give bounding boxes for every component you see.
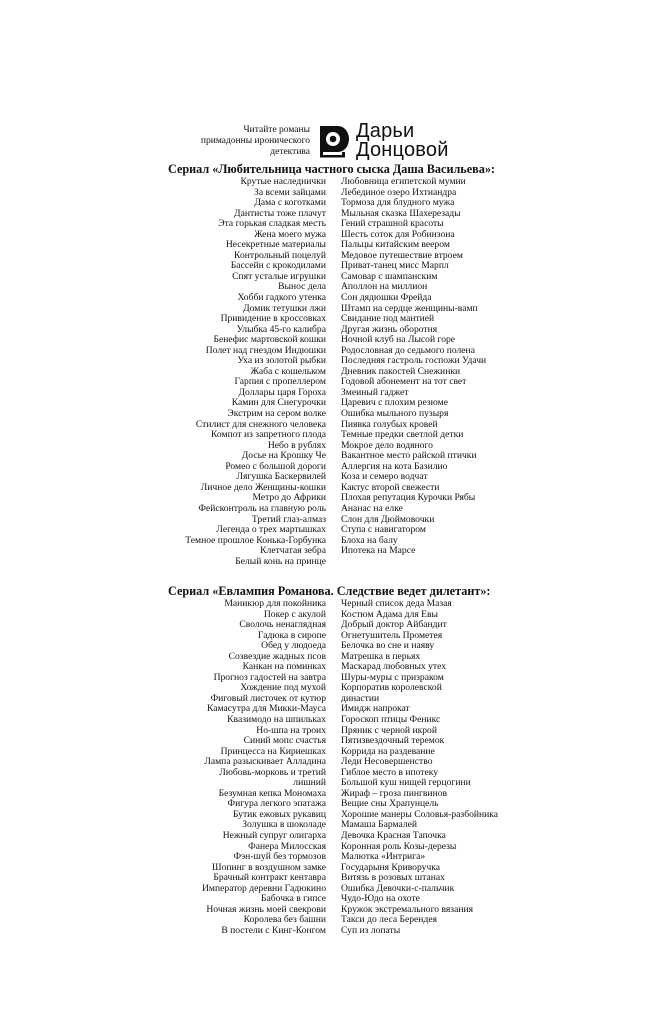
book-title: Самовар с шампанским — [341, 270, 438, 282]
book-title: Контрольный поцелуй — [234, 249, 326, 261]
series-1-left-list — [126, 177, 326, 567]
book-title: лишний — [293, 777, 326, 789]
book-title: Леди Несовершенство — [341, 756, 433, 768]
book-title: Огнетушитель Прометея — [341, 629, 443, 641]
book-title: Ночная жизнь моей свекрови — [206, 903, 326, 915]
book-title: Фиговый листочек от кутюр — [210, 692, 326, 704]
book-title: Ступа с навигатором — [341, 524, 426, 536]
book-title: Имидж напрокат — [341, 703, 410, 715]
book-title: В постели с Кинг-Конгом — [221, 924, 326, 936]
series-1-right-list — [341, 177, 541, 557]
book-title: Тормоза для блудного мужа — [341, 197, 455, 209]
book-title: Штамп на сердце женщины-вамп — [341, 302, 478, 314]
book-title: Шесть соток для Робинзона — [341, 228, 455, 240]
book-title: Добрый доктор Айбандит — [341, 619, 447, 631]
book-title: Корпоратив королевской — [341, 682, 442, 694]
book-title: Слон для Дюймовочки — [341, 513, 435, 525]
author-last-name: Донцовой — [356, 139, 449, 161]
book-title: Жираф – гроза пингвинов — [341, 787, 448, 799]
series-title-dasha: Сериал «Любительница частного сыска Даша Васильева»: — [168, 162, 495, 176]
book-title: Коза и семеро водчат — [341, 471, 428, 483]
book-title: Император деревни Гадюкино — [202, 882, 326, 894]
book-title: Полет над гнездом Индюшки — [205, 344, 326, 356]
book-title: Безумная кепка Мономаха — [218, 787, 326, 799]
book-title: Другая жизнь оборотня — [341, 323, 438, 335]
book-title: Крутые наследнички — [240, 176, 326, 187]
book-title: Плохая репутация Курочки Рябы — [341, 492, 476, 504]
book-title: Малютка «Интрига» — [341, 851, 426, 863]
book-title: Блоха на балу — [341, 534, 398, 546]
book-title: Лебединое озеро Ихтиандра — [341, 186, 457, 198]
book-title: Привидение в кроссовках — [220, 313, 326, 325]
book-title: Пряник с черной икрой — [341, 724, 437, 736]
book-title: Дантисты тоже плачут — [234, 207, 326, 219]
book-title: Гадюка в сиропе — [257, 629, 326, 641]
book-title: Ошибка Девочки-с-пальчик — [341, 882, 455, 894]
book-title: Лягушка Баскервилей — [236, 471, 326, 483]
book-title: Большой куш нищей герцогини — [341, 777, 471, 789]
book-title: Небо в рублях — [267, 439, 326, 451]
author-first-name: Дарьи — [356, 120, 415, 142]
book-title: Фейсконтроль на главную роль — [198, 502, 326, 514]
book-title: Маскарад любовных утех — [341, 661, 447, 673]
book-title: Компот из запретного плода — [210, 429, 326, 441]
book-title: Хождение под мухой — [240, 682, 326, 694]
book-title: Костюм Адама для Евы — [341, 608, 438, 620]
book-title: Мамаша Бармалей — [341, 819, 418, 831]
book-title: Жена моего мужа — [254, 228, 326, 240]
book-title: Любовница египетской мумии — [341, 176, 466, 187]
book-title: Ипотека на Марсе — [341, 545, 416, 557]
book-title: Хорошие манеры Соловья-разбойника — [341, 808, 499, 820]
book-title: Обед у людоеда — [261, 640, 326, 652]
book-title: Годовой абонемент на тот свет — [341, 376, 467, 388]
book-title: Аполлон на миллион — [341, 281, 428, 293]
book-title: Ночной клуб на Лысой горе — [341, 334, 456, 346]
book-title: Стилист для снежного человека — [195, 418, 326, 430]
book-title: Лампа разыскивает Алладина — [204, 756, 326, 768]
book-title: Гиблое место в ипотеку — [341, 766, 439, 778]
book-title: Медовое путешествие втроем — [341, 249, 463, 261]
book-title: Камасутра для Микки-Мауса — [206, 703, 326, 715]
book-title: Приват-танец мисс Марпл — [341, 260, 449, 272]
book-title: Вакантное место райской птички — [341, 450, 477, 462]
book-title: Такси до леса Берендея — [341, 914, 437, 926]
book-title: Царевич с плохим резюме — [341, 397, 448, 409]
book-title: Канкан на поминках — [242, 661, 326, 673]
book-title: Досье на Крошку Че — [241, 450, 326, 462]
book-title: Любовь-морковь и третий — [219, 766, 326, 778]
book-title: Квазимодо на шпильках — [227, 714, 326, 726]
series-2-left-list — [126, 599, 326, 937]
book-title: Бассейн с крокодилами — [230, 260, 326, 272]
book-title: Витязь в розовых штанах — [341, 872, 445, 884]
series-2-right-list — [341, 599, 571, 937]
book-title: Бенефис мартовской кошки — [213, 334, 326, 346]
book-title: Мокрое дело водяного — [341, 439, 433, 451]
promo-line: примадонны иронического — [200, 136, 310, 146]
book-title: Прогноз гадостей на завтра — [213, 671, 326, 683]
book-title: Спят усталые игрушки — [232, 270, 326, 282]
book-title: Ошибка мыльного пузыря — [341, 408, 449, 420]
book-title: Сволочь ненаглядная — [239, 619, 326, 631]
book-title: Змеиный гаджет — [341, 386, 409, 398]
book-title: Вынос дела — [278, 281, 326, 293]
book-title: Дама с коготками — [254, 197, 326, 209]
book-title: Пальцы китайским веером — [341, 239, 450, 251]
book-title: Кактус второй свежести — [341, 481, 440, 493]
book-title: Брачный контракт кентавра — [213, 872, 326, 884]
book-title: Камин для Снегурочки — [231, 397, 326, 409]
book-title: Сон дядюшки Фрейда — [341, 292, 432, 304]
book-title: Эта горькая сладкая месть — [218, 218, 326, 230]
book-title: Бутик ежовых рукавиц — [232, 808, 326, 820]
book-title: Личное дело Женщины-кошки — [200, 481, 326, 493]
book-title: Клетчатая зебра — [260, 545, 326, 557]
book-title: Синий мопс счастья — [243, 735, 326, 747]
book-title: Улыбка 45-го калибра — [236, 323, 326, 335]
promo-line: детектива — [270, 147, 310, 157]
book-title: династии — [341, 692, 380, 704]
book-title: Родословная до седьмого полена — [341, 344, 475, 356]
author-logo-icon — [318, 124, 350, 158]
header — [150, 120, 510, 161]
book-title: Гарпия с пропеллером — [234, 376, 326, 388]
series-title-evlampia: Сериал «Евлампия Романова. Следствие ведет дилетант»: — [168, 584, 491, 598]
book-title: Матрешка в перьях — [341, 650, 421, 662]
book-title: Темные предки светлой детки — [341, 429, 464, 441]
book-title: Созвездие жадных псов — [228, 650, 326, 662]
book-title: Девочка Красная Тапочка — [341, 830, 446, 842]
promo-text — [130, 125, 310, 158]
book-title: Фанера Милосская — [248, 840, 326, 852]
book-title: Темное прошлое Конька-Горбунка — [185, 534, 326, 546]
book-title: Дневник пакостей Снежинки — [341, 365, 461, 377]
book-title: Маникюр для покойника — [224, 598, 326, 609]
book-title: Принцесса на Кириешках — [220, 745, 326, 757]
book-title: За всеми зайцами — [254, 186, 326, 198]
book-title: Пятизвездочный теремок — [341, 735, 445, 747]
book-title: Жаба с кошельком — [250, 365, 326, 377]
book-title: Несекретные материалы — [225, 239, 326, 251]
promo-line: Читайте романы — [243, 125, 310, 135]
book-title: Гороскоп птицы Феникс — [341, 714, 441, 726]
book-title: Хобби гадкого утенка — [237, 292, 326, 304]
book-title: Шуры-муры с призраком — [341, 671, 444, 683]
book-title: Бабочка в гипсе — [261, 893, 326, 905]
book-title: Мыльная сказка Шахерезады — [341, 207, 461, 219]
book-title: Метро до Африки — [252, 492, 326, 504]
book-title: Аллергия на кота Базилио — [341, 460, 448, 472]
book-title: Нежный супруг олигарха — [222, 830, 326, 842]
book-title: Вещие сны Храпунцель — [341, 798, 439, 810]
book-title: Суп из лопаты — [341, 924, 401, 936]
book-title: Коррида на раздевание — [341, 745, 435, 757]
book-title: Домик тетушки лжи — [243, 302, 326, 314]
book-title: Чудо-Юдо на охоте — [341, 893, 420, 905]
author-name — [356, 122, 449, 160]
book-title: Доллары царя Гороха — [238, 386, 326, 398]
book-title: Золушка в шоколаде — [242, 819, 326, 831]
book-title: Фэн-шуй без тормозов — [233, 851, 326, 863]
book-title: Белый конь на принце — [235, 555, 326, 567]
book-title: Черный список деда Мазая — [341, 598, 452, 609]
book-title: Гений страшной красоты — [341, 218, 444, 230]
book-title: Экстрим на сером волке — [227, 408, 326, 420]
book-title: Но-шпа на троих — [256, 724, 326, 736]
book-title: Свидание под мантией — [341, 313, 435, 325]
book-title: Последняя гастроль госпожи Удачи — [341, 355, 487, 367]
book-title: Ананас на елке — [341, 502, 403, 514]
book-title: Ромео с большой дороги — [225, 460, 326, 472]
book-title: Третий глаз-алмаз — [251, 513, 326, 525]
book-title: Фигура легкого эпатажа — [227, 798, 326, 810]
book-title: Пиявка голубых кровей — [341, 418, 438, 430]
book-title: Королева без башни — [243, 914, 326, 926]
book-title: Покер с акулой — [263, 608, 326, 620]
book-title: Шопинг в воздушном замке — [211, 861, 326, 873]
book-title: Уха из золотой рыбки — [237, 355, 326, 367]
book-title: Коронная роль Козы-дерезы — [341, 840, 457, 852]
book-title: Кружок экстремального вязания — [341, 903, 474, 915]
book-title: Государыня Криворучка — [341, 861, 441, 873]
book-title: Легенда о трех мартышках — [216, 524, 326, 536]
book-title: Белочка во сне и наяву — [341, 640, 435, 652]
